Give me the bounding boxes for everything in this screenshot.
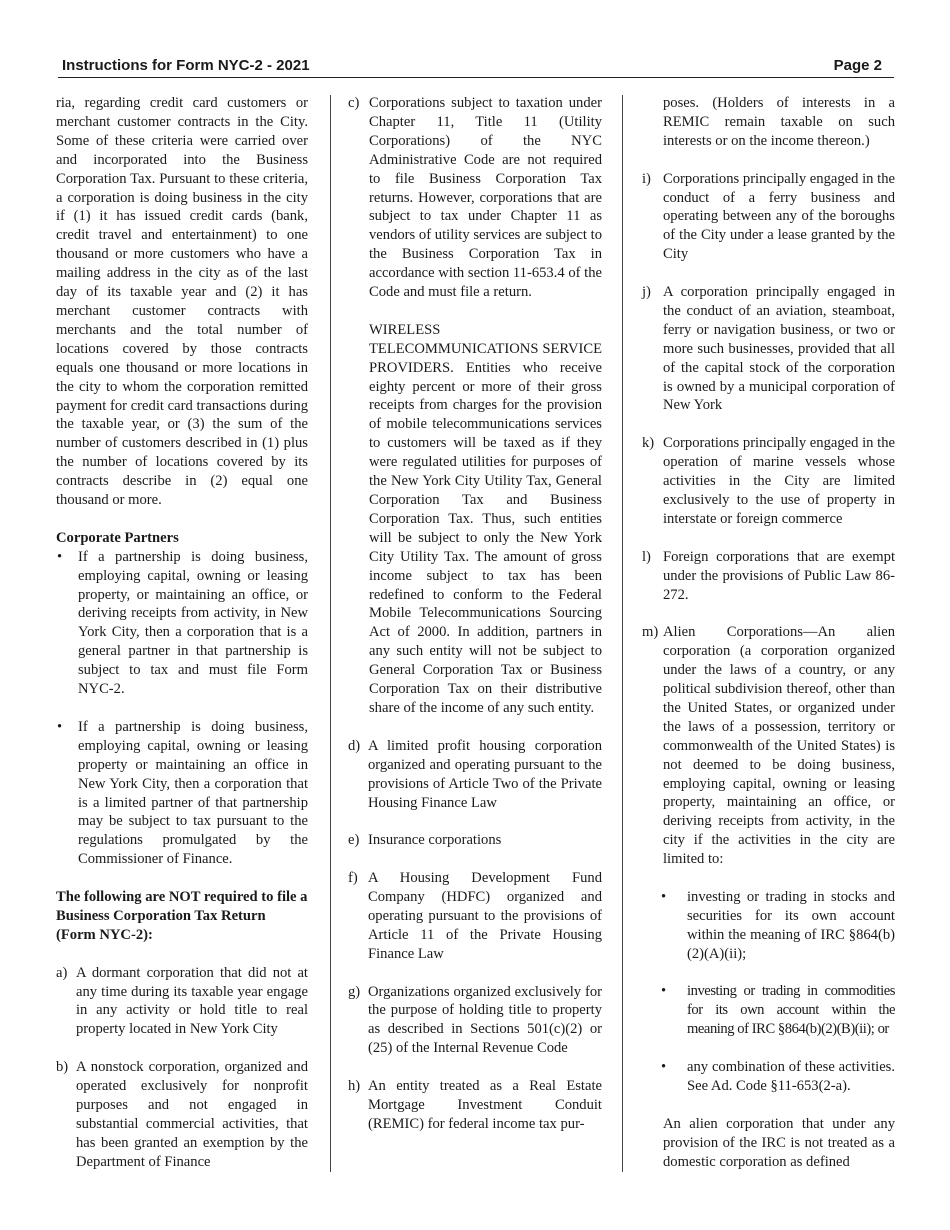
item-text: A nonstock corporation, organized and operated exclusively for nonprofit purposes and not engaged in substantial commercial activities, that has been granted an exemption by the Department of Finance <box>76 1059 308 1170</box>
item-marker: j) <box>642 284 651 301</box>
bullet-marker: • <box>57 548 63 565</box>
exemption-item <box>348 869 602 964</box>
corporate-partners-heading: Corporate Partners <box>56 529 179 546</box>
item-marker: e) <box>348 832 360 849</box>
continuation-paragraph: poses. (Holders of interests in a REMIC remain taxable on such interests or on the income thereon.) <box>663 95 895 149</box>
item-marker: i) <box>642 170 651 187</box>
item-text: Corporations subject to taxation under Chapter 11, Title 11 (Utility Corporations) of the NYC Administrative Code are not required to file Business Corporation Tax returns. However, corporations that are subject to tax under Chapter 11 as vendors of utility services are subject to the Business Corporation Tax in accordance with section 11-653.4 of the Code and must file a return. <box>369 95 602 301</box>
exemption-item <box>642 623 895 869</box>
column-right <box>642 94 895 1172</box>
exemption-item <box>56 964 308 1040</box>
exemption-item <box>642 548 895 605</box>
item-marker: k) <box>642 435 655 452</box>
item-text: An entity treated as a Real Estate Mortgage Investment Conduit (REMIC) for federal income tax pur- <box>368 1078 602 1132</box>
item-marker: l) <box>642 548 651 565</box>
item-text: A dormant corporation that did not at any time during its taxable year engage in any activity or hold title to real property located in New York City <box>76 964 308 1038</box>
exemption-item <box>348 94 602 302</box>
item-marker: c) <box>348 95 360 111</box>
item-text: A limited profit housing corporation organized and operating pursuant to the provisions of Article Two of the Private Housing Finance Law <box>368 737 602 811</box>
not-required-heading: The following are NOT required to file a Business Corporation Tax Return (Form NYC-2): <box>56 889 308 943</box>
bullet-text: investing or trading in stocks and securities for its own account within the meaning of IRC §864(b)(2)(A)(ii); <box>687 888 895 962</box>
bullet-text: If a partnership is doing business, employing capital, owning or leasing property or maintaining an office in New York City, then a corporation that is a limited partner of that partnership may be subject to tax pursuant to the regulations promulgated by the Commissioner of Finance. <box>78 718 308 868</box>
column-left <box>56 94 308 1172</box>
partner-bullet <box>56 548 308 699</box>
exemption-item <box>642 434 895 529</box>
item-text: Corporations principally engaged in the operation of marine vessels whose activities in the City are limited exclusively to the use of property in interstate or foreign commerce <box>663 435 895 527</box>
bullet-text: investing or trading in commodities for its own account within the meaning of IRC §864(b)(2)(B)(ii); or <box>687 983 895 1038</box>
item-marker: f) <box>348 870 358 887</box>
exemption-item <box>348 737 602 813</box>
partner-bullet <box>56 718 308 869</box>
wireless-paragraph: WIRELESS TELECOMMUNICATIONS SERVICE PROVIDERS. Entities who receive eighty percent or more of their gross receipts from charges for the provision of mobile telecommunications services to customers will be taxed as if they were regulated utilities for purposes of the New York City Utility Tax, General Corporation Tax and Business Corporation Tax. Thus, such entities will be subject to only the New York City Utility Tax. The amount of gross income subject to tax has been redefined to conform to the Federal Mobile Telecommunications Sourcing Act of 2000. In addition, partners in any such entity will not be subject to General Corporation Tax or Business Corporation Tax on their distributive share of the income of any such entity. <box>369 321 602 716</box>
item-marker: b) <box>56 1059 69 1076</box>
item-text: Organizations organized exclusively for the purpose of holding title to property as described in Sections 501(c)(2) or (25) of the Internal Revenue Code <box>368 983 602 1057</box>
item-marker: a) <box>56 964 68 981</box>
item-marker: m) <box>642 624 659 641</box>
exemption-item <box>56 1058 308 1171</box>
page-number: Page 2 <box>833 57 882 74</box>
bullet-text: If a partnership is doing business, employing capital, owning or leasing property, or maintaining an office, or deriving receipts from activity, in New York City, then a corporation that is a general partner in that partnership is subject to tax and must file Form NYC-2. <box>78 548 308 698</box>
item-text: Corporations principally engaged in the conduct of a ferry business and operating between any of the boroughs of the City under a lease granted by the City <box>663 170 895 263</box>
bullet-marker: • <box>661 888 667 905</box>
item-text: Insurance corporations <box>368 832 502 849</box>
exemption-item <box>348 1077 602 1134</box>
exemption-item <box>642 283 895 415</box>
column-middle <box>348 94 602 1134</box>
column-divider <box>330 95 331 1172</box>
item-marker: g) <box>348 983 361 1000</box>
document-title: Instructions for Form NYC-2 - 2021 <box>62 57 310 74</box>
alien-activity-bullet <box>642 982 895 1039</box>
exemption-item <box>348 831 602 850</box>
column-divider <box>622 95 623 1172</box>
item-text: Alien Corporations—An alien corporation (a corporation organized under the laws of a country, or any political subdivision thereof, other than the United States, or organized under the laws of a possession, territory or commonwealth of the United States) is not deemed to be doing business, employing capital, owning or leasing property, maintaining an office, or deriving receipts from activity, in the city if the activities in the city are limited to: <box>663 624 895 868</box>
alien-activity-bullet <box>642 888 895 964</box>
item-text: A Housing Development Fund Company (HDFC) organized and operating pursuant to the provisions of Article 11 of the Private Housing Finance Law <box>368 870 602 962</box>
exemption-item <box>642 170 895 265</box>
page-header <box>58 57 894 78</box>
bullet-marker: • <box>661 1059 667 1076</box>
bullet-marker: • <box>57 718 63 735</box>
bullet-text: any combination of these activities. See Ad. Code §11-653(2-a). <box>687 1059 895 1094</box>
item-marker: d) <box>348 737 361 754</box>
item-text: Foreign corporations that are exempt under the provisions of Public Law 86- 272. <box>663 548 895 603</box>
alien-activity-bullet <box>642 1058 895 1096</box>
item-text: A corporation principally engaged in the conduct of an aviation, steamboat, ferry or navigation business, or two or more such businesses, provided that all of the capital stock of the corporation is owned by a municipal corporation of New York <box>663 284 895 414</box>
closing-paragraph: An alien corporation that under any provision of the IRC is not treated as a domestic corporation as defined <box>663 1115 895 1170</box>
bullet-marker: • <box>661 983 666 1000</box>
item-marker: h) <box>348 1078 361 1095</box>
exemption-item <box>348 983 602 1059</box>
intro-paragraph: ria, regarding credit card customers or merchant customer contracts in the City. Some of these criteria were carried over and incorporated into the Business Corporation Tax. Pursuant to these criteria, a corporation is doing business in the city if (1) it has issued credit cards (bank, credit travel and entertainment) to one thousand or more customers who have a mailing address in the city as of the last day of its taxable year and (2) it has merchant customer contracts with merchants and the total number of locations covered by those contracts equals one thousand or more locations in the city to whom the corporation remitted payment for credit card transactions during the taxable year, or (3) the sum of the number of customers described in (1) plus the number of locations covered by its contracts describe in (2) equal one thousand or more. <box>56 95 308 509</box>
